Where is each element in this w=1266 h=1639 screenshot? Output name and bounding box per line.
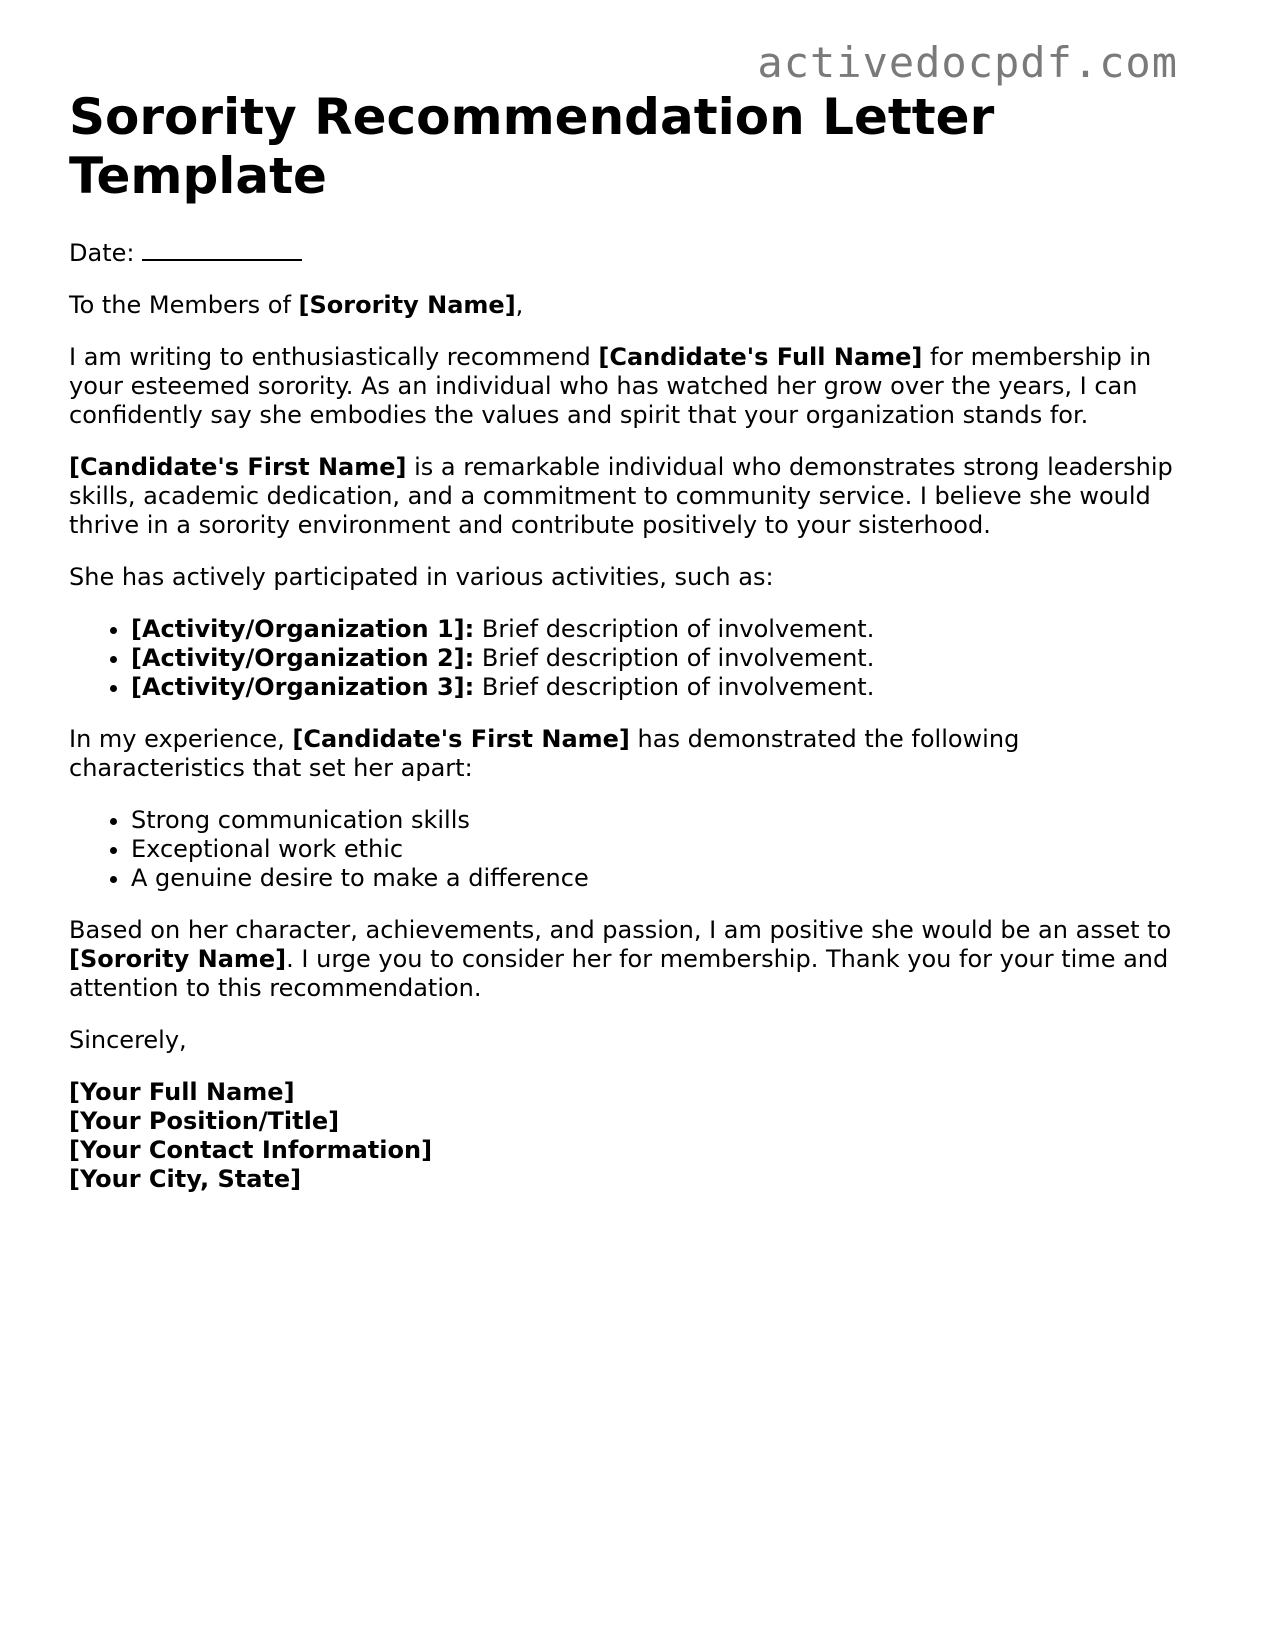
activity-description: Brief description of involvement. xyxy=(474,644,875,672)
sorority-name-placeholder: [Sorority Name] xyxy=(298,291,516,319)
list-item xyxy=(131,615,1199,644)
characteristics-list xyxy=(69,806,1199,893)
watermark: activedocpdf.com xyxy=(757,38,1178,87)
activity-name: [Activity/Organization 2]: xyxy=(131,644,475,672)
activities-list xyxy=(69,615,1199,702)
list-item: • Strong communication skills xyxy=(131,806,1199,835)
paragraph-text: . I urge you to consider her for membership. Thank you for your time and attention to this recommendation. xyxy=(69,945,1169,1002)
salutation xyxy=(69,291,1199,320)
paragraph-text: for membership in your esteemed sorority. As an individual who has watched her grow over the years, I can confidently say she embodies the values and spirit that your organization stands for. xyxy=(69,343,1152,429)
paragraph-intro xyxy=(69,343,1199,430)
signature-full-name: [Your Full Name] xyxy=(69,1078,295,1106)
activity-name: [Activity/Organization 1]: xyxy=(131,615,475,643)
paragraph-text: In my experience, xyxy=(69,725,293,753)
date-blank-field[interactable] xyxy=(142,239,302,261)
activity-name: [Activity/Organization 3]: xyxy=(131,673,475,701)
paragraph-text: I am writing to enthusiastically recommend xyxy=(69,343,599,371)
paragraph-qualities xyxy=(69,453,1199,540)
paragraph-text: has demonstrated the following characteristics that set her apart: xyxy=(69,725,1020,782)
paragraph-text: Based on her character, achievements, and passion, I am positive she would be an asset to xyxy=(69,916,1172,944)
signature-contact: [Your Contact Information] xyxy=(69,1136,433,1164)
list-item: • Exceptional work ethic xyxy=(131,835,1199,864)
date-line xyxy=(69,239,1199,268)
list-item: • A genuine desire to make a difference xyxy=(131,864,1199,893)
activities-intro: She has actively participated in various activities, such as: xyxy=(69,563,774,591)
closing: Sincerely, xyxy=(69,1026,187,1054)
paragraph-text: is a remarkable individual who demonstrates strong leadership skills, academic dedication, and a commitment to community service. I believe she would thrive in a sorority environment and contribute positively to your sisterhood. xyxy=(69,453,1173,539)
signature-position: [Your Position/Title] xyxy=(69,1107,340,1135)
list-item xyxy=(131,673,1199,702)
letter-page xyxy=(69,88,1199,1194)
candidate-first-name-placeholder: [Candidate's First Name] xyxy=(69,453,407,481)
sorority-name-placeholder: [Sorority Name] xyxy=(69,945,287,973)
salutation-prefix: To the Members of xyxy=(69,291,299,319)
candidate-first-name-placeholder: [Candidate's First Name] xyxy=(292,725,630,753)
signature-block xyxy=(69,1078,1199,1194)
activity-description: Brief description of involvement. xyxy=(474,615,875,643)
paragraph-conclusion xyxy=(69,916,1199,1003)
candidate-full-name-placeholder: [Candidate's Full Name] xyxy=(598,343,923,371)
list-item xyxy=(131,644,1199,673)
paragraph-experience xyxy=(69,725,1199,783)
salutation-suffix: , xyxy=(515,291,524,319)
signature-location: [Your City, State] xyxy=(69,1165,302,1193)
page-title: Sorority Recommendation Letter Template xyxy=(69,88,995,205)
date-label: Date: xyxy=(69,239,135,267)
activity-description: Brief description of involvement. xyxy=(474,673,875,701)
